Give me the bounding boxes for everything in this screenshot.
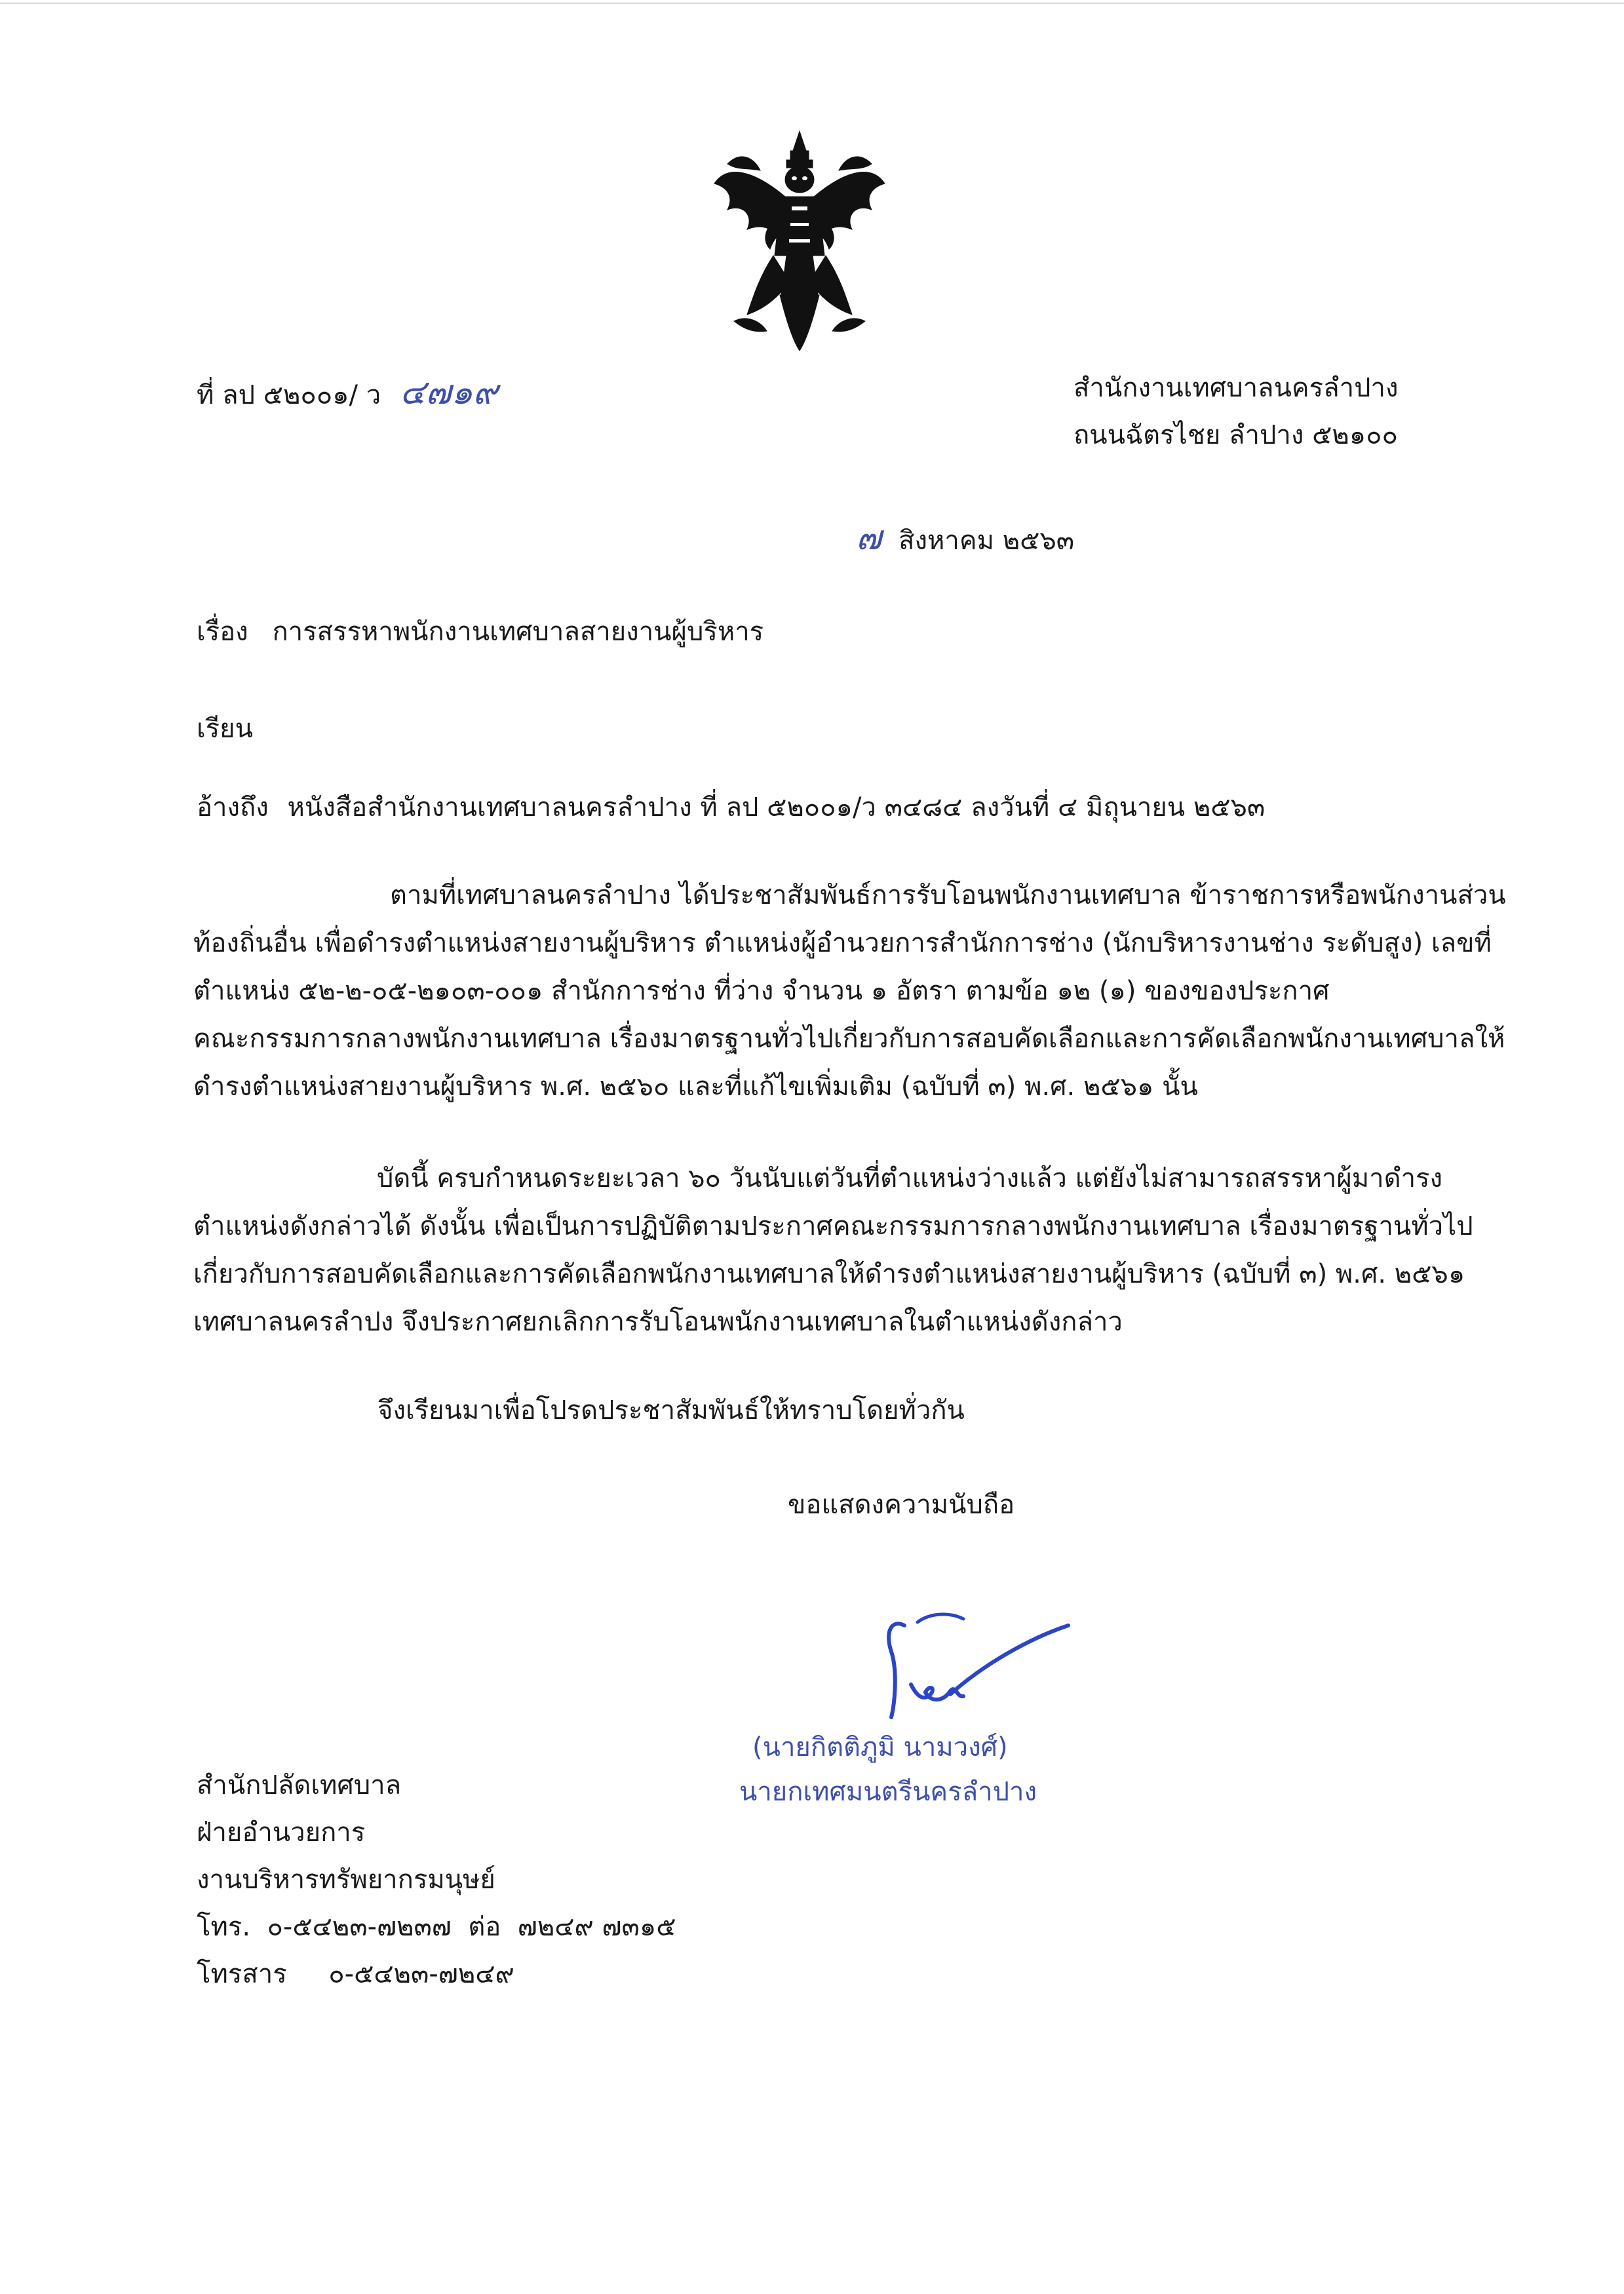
- office-address-line-2: ถนนฉัตรไชย ลำปาง ๕๒๑๐๐: [1073, 420, 1398, 450]
- footer-section: งานบริหารทรัพยากรมนุษย์: [197, 1865, 495, 1895]
- reference-number-handwritten: ๔๗๑๙: [399, 373, 498, 412]
- signer-title: นายกเทศมนตรีนครลำปาง: [739, 1777, 1037, 1807]
- page-top-edge: [0, 3, 1624, 4]
- subject-label: เรื่อง: [197, 617, 248, 647]
- paragraph-2-line: เกี่ยวกับการสอบคัดเลือกและการคัดเลือกพนักงานเทศบาลให้ดำรงตำแหน่งสายงานผู้บริหาร (ฉบับที่ ๓) พ.ศ. ๒๕๖๑: [193, 1259, 1465, 1289]
- body-paragraph-1: [193, 872, 1506, 1111]
- office-address-line-1: สำนักงานเทศบาลนครลำปาง: [1073, 373, 1399, 403]
- date-day-handwritten: ๗: [856, 518, 882, 558]
- paragraph-1-line: ท้องถิ่นอื่น เพื่อดำรงตำแหน่งสายงานผู้บริหาร ตำแหน่งผู้อำนวยการสำนักการช่าง (นักบริหารงานช่าง ระดับสูง) เลขที่: [193, 928, 1492, 958]
- signer-name: (นายกิตติภูมิ นามวงศ์): [752, 1732, 1008, 1762]
- date-month-year: สิงหาคม ๒๕๖๓: [899, 526, 1075, 556]
- garuda-emblem-icon: [708, 125, 891, 354]
- salutation-label: เรียน: [197, 714, 253, 744]
- body-paragraph-2: [193, 1155, 1491, 1346]
- reference-label: อ้างถึง: [197, 792, 269, 823]
- footer-department: สำนักปลัดเทศบาล: [197, 1770, 402, 1800]
- paragraph-1-line: ตามที่เทศบาลนครลำปาง ได้ประชาสัมพันธ์การรับโอนพนักงานเทศบาล ข้าราชการหรือพนักงานส่วน: [390, 880, 1506, 910]
- footer-fax: โทรสาร ๐-๕๔๒๓-๗๒๔๙: [197, 1959, 514, 1989]
- paragraph-2-line: เทศบาลนครลำปง จึงประกาศยกเลิกการรับโอนพนักงานเทศบาลในตำแหน่งดังกล่าว: [193, 1307, 1123, 1337]
- reference-line: [197, 792, 1265, 823]
- reference-text: หนังสือสำนักงานเทศบาลนครลำปาง ที่ ลป ๕๒๐๐๑/ว ๓๔๘๔ ลงวันที่ ๔ มิถุนายน ๒๕๖๓: [287, 792, 1266, 823]
- paragraph-2-line: บัดนี้ ครบกำหนดระยะเวลา ๖๐ วันนับแต่วันที่ตำแหน่งว่างแล้ว แต่ยังไม่สามารถสรรหาผู้มาดำรง: [377, 1163, 1443, 1194]
- handwritten-signature: [852, 1586, 1081, 1730]
- letter-date: [856, 518, 1074, 558]
- reference-prefix: ที่ ลป ๕๒๐๐๑/ ว: [197, 380, 381, 410]
- subject-text: การสรรหาพนักงานเทศบาลสายงานผู้บริหาร: [272, 617, 764, 647]
- complimentary-close: ขอแสดงความนับถือ: [788, 1490, 1015, 1520]
- subject-line: [197, 616, 764, 648]
- paragraph-2-line: ตำแหน่งดังกล่าวได้ ดังนั้น เพื่อเป็นการปฏิบัติตามประกาศคณะกรรมการกลางพนักงานเทศบาล เรื่องมาตรฐานทั่วไป: [193, 1211, 1473, 1241]
- paragraph-1-line: ดำรงตำแหน่งสายงานผู้บริหาร พ.ศ. ๒๕๖๐ และที่แก้ไขเพิ่มเติม (ฉบับที่ ๓) พ.ศ. ๒๕๖๑ นั้น: [193, 1072, 1198, 1102]
- footer-phone: โทร. ๐-๕๔๒๓-๗๒๓๗ ต่อ ๗๒๔๙ ๗๓๑๕: [197, 1912, 676, 1942]
- paragraph-1-line: คณะกรรมการกลางพนักงานเทศบาล เรื่องมาตรฐานทั่วไปเกี่ยวกับการสอบคัดเลือกและการคัดเลือกพนักงานเทศบาลให้: [193, 1024, 1505, 1054]
- closing-line: จึงเรียนมาเพื่อโปรดประชาสัมพันธ์ให้ทราบโดยทั่วกัน: [377, 1395, 965, 1426]
- reference-number: [197, 372, 498, 413]
- paragraph-1-line: ตำแหน่ง ๕๒-๒-๐๕-๒๑๐๓-๐๐๑ สำนักการช่าง ที่ว่าง จำนวน ๑ อัตรา ตามข้อ ๑๒ (๑) ของของประกาศ: [193, 976, 1330, 1006]
- footer-division: ฝ่ายอำนวยการ: [197, 1818, 366, 1848]
